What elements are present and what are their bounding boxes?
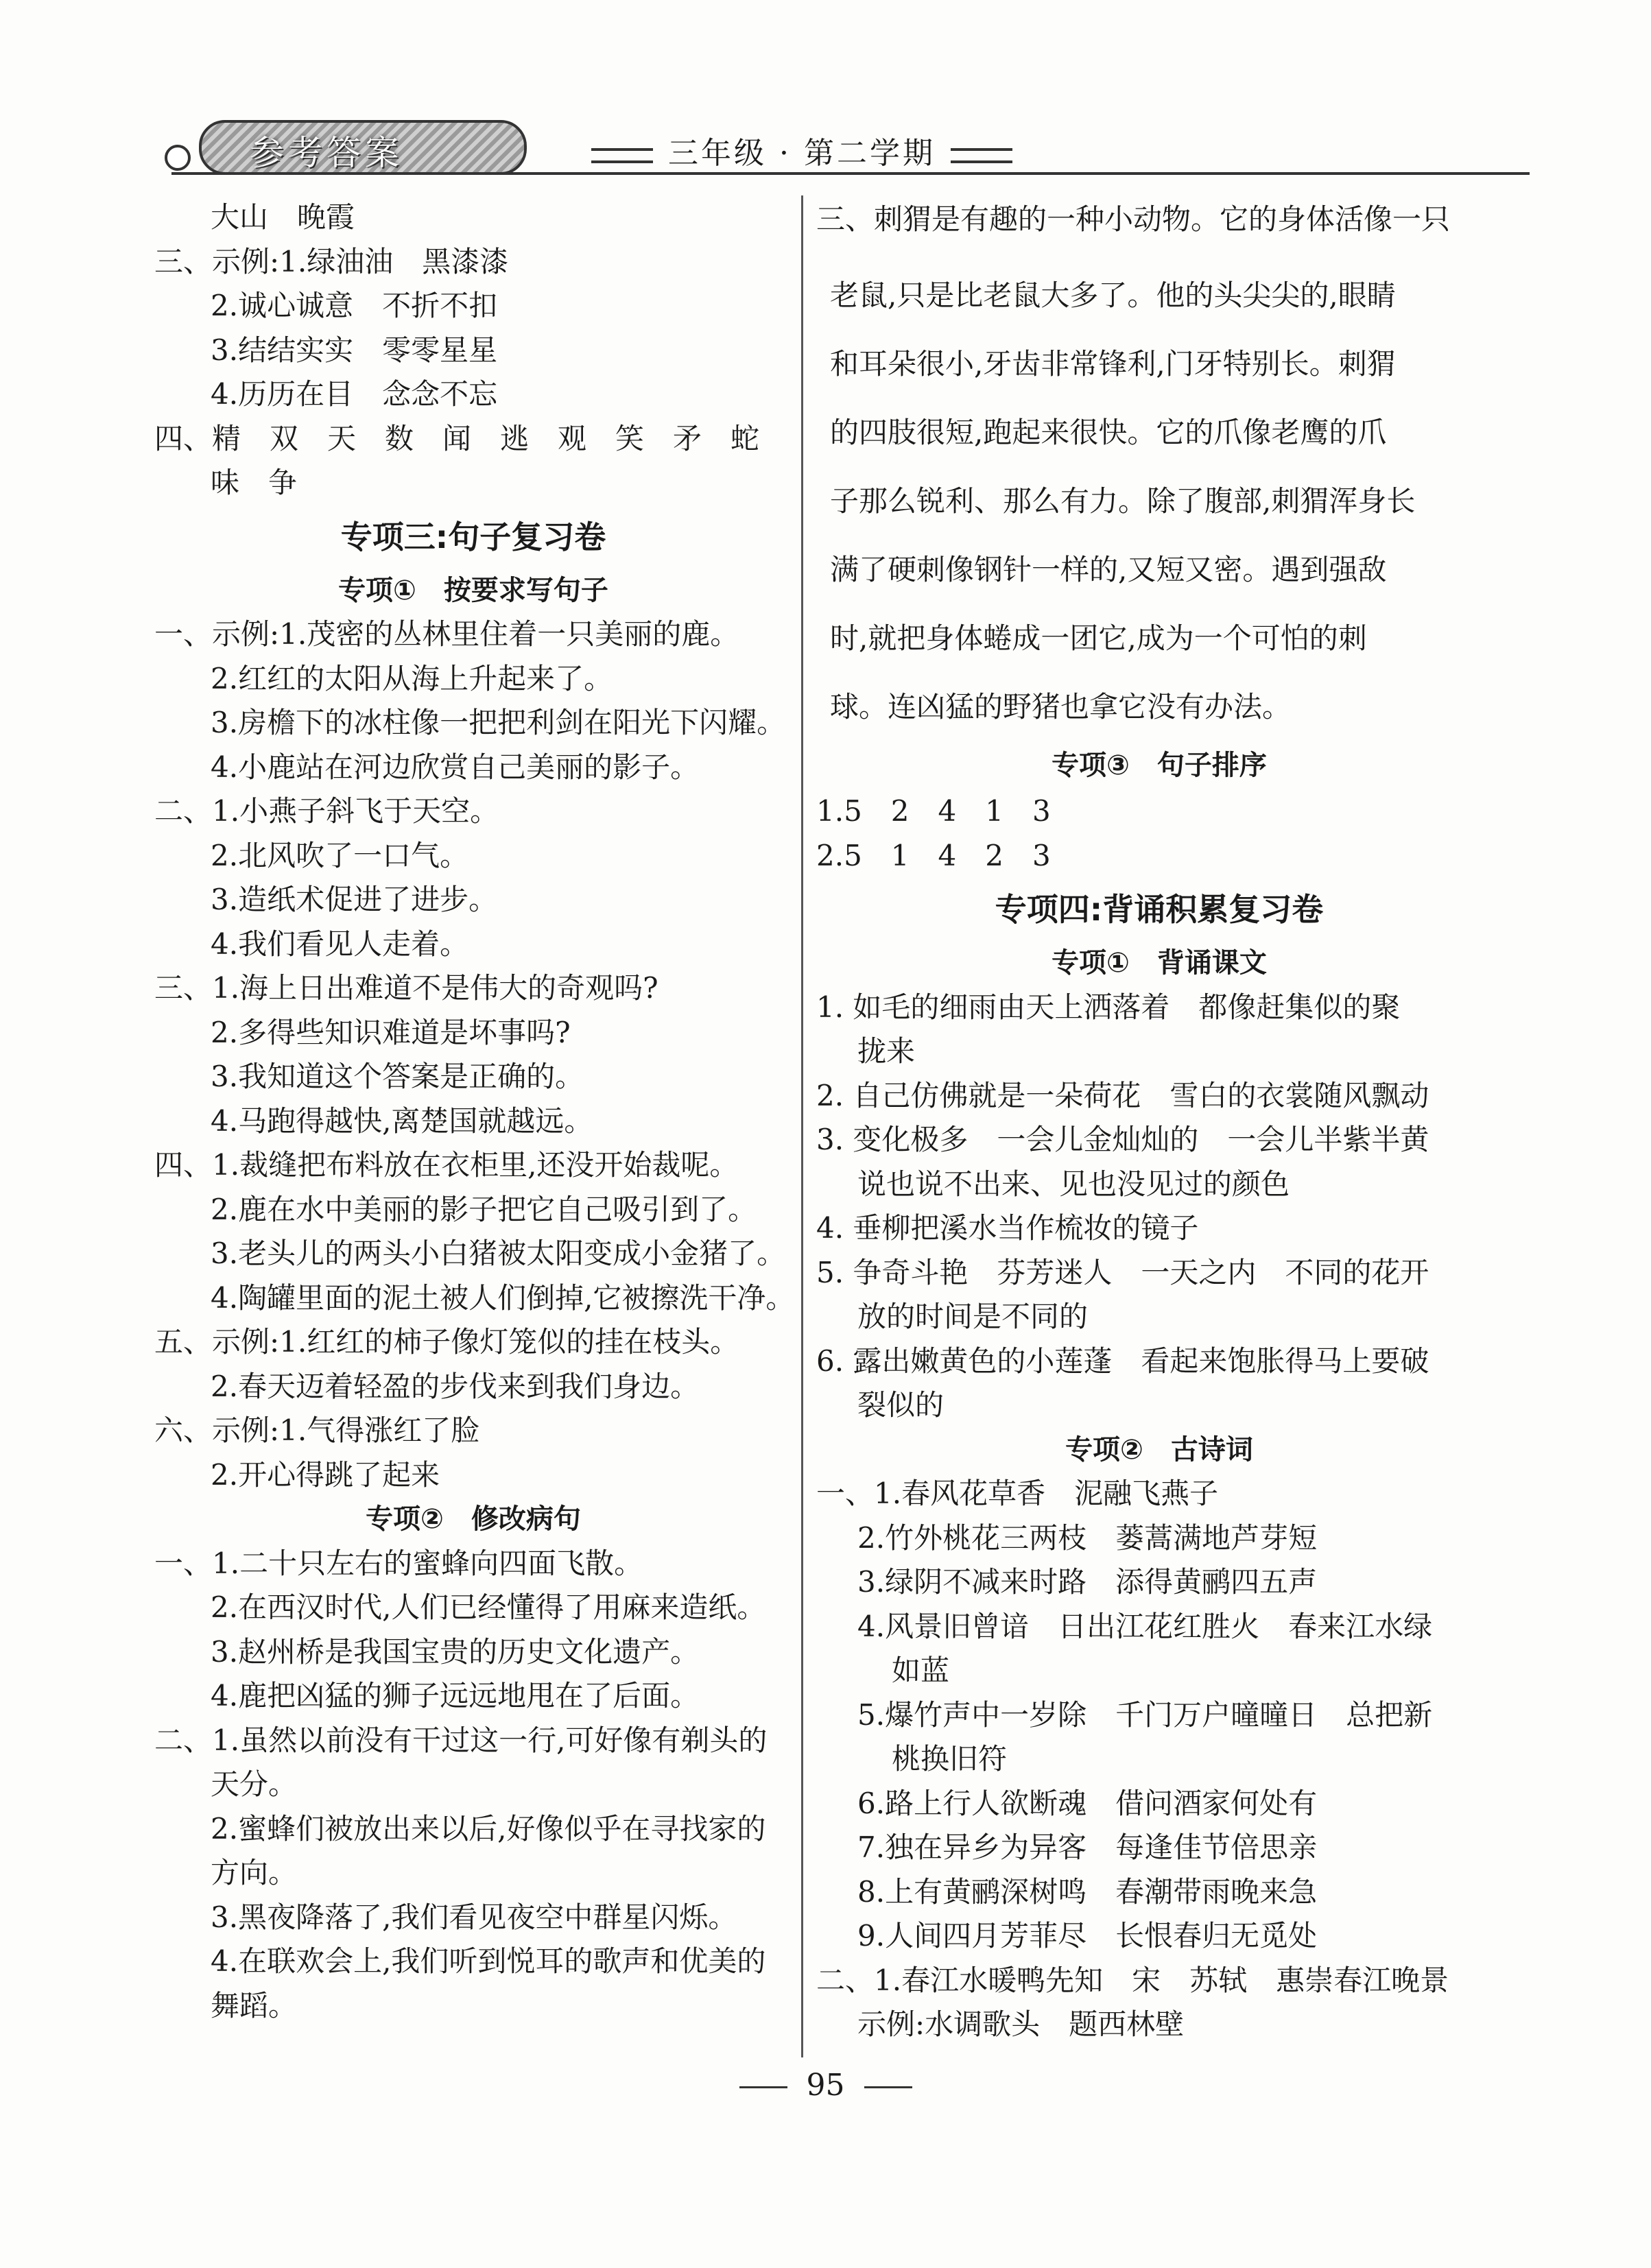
subsection-title: 专项③ 句子排序 (1052, 750, 1267, 781)
answer-line: 老鼠,只是比老鼠大多了。他的头尖尖的,眼睛 (830, 278, 1396, 312)
answer-line: 满了硬刺像钢针一样的,又短又密。遇到强敌 (830, 553, 1387, 586)
answer-line: 2.在西汉时代,人们已经懂得了用麻来造纸。 (211, 1590, 766, 1624)
answer-line: 的四肢很短,跑起来很快。它的爪像老鹰的爪 (830, 416, 1387, 449)
answer-line: 三、1.海上日出难道不是伟大的奇观吗? (154, 971, 658, 1005)
answer-line: 拢来 (857, 1034, 916, 1068)
answer-line: 2.竹外桃花三两枝 蒌蒿满地芦芽短 (857, 1520, 1318, 1555)
answer-line: 3.老头儿的两头小白猪被太阳变成小金猪了。 (211, 1237, 786, 1270)
answer-line: 球。连凶猛的野猪也拿它没有办法。 (830, 690, 1292, 724)
answer-line: 2.红红的太阳从海上升起来了。 (211, 661, 613, 695)
answer-line: 3.赵州桥是我国宝贵的历史文化遗产。 (211, 1634, 700, 1669)
answer-line: 方向。 (211, 1856, 298, 1889)
subsection-title: 专项② 古诗词 (1065, 1433, 1253, 1466)
answer-line: 2.开心得跳了起来 (211, 1457, 440, 1492)
answer-line: 味 争 (211, 466, 298, 499)
answer-line: 3.房檐下的冰柱像一把把利剑在阳光下闪耀。 (211, 706, 786, 739)
answer-line: 5.爆竹声中一岁除 千门万户曈曈日 总把新 (857, 1697, 1433, 1732)
answer-line: 4.历历在目 念念不忘 (211, 377, 498, 411)
answer-line: 4.我们看见人走着。 (211, 927, 469, 961)
section-title: 专项三:句子复习卷 (340, 518, 606, 556)
answer-line: 4.陶罐里面的泥土被人们倒掉,它被擦洗干净。 (211, 1280, 795, 1315)
answer-line: 天分。 (211, 1767, 298, 1801)
badge-label: 参考答案 (250, 133, 403, 173)
answer-line: 5. 争奇斗艳 芬芳迷人 一天之内 不同的花开 (816, 1255, 1429, 1289)
answer-line: 四、精 双 天 数 闻 逃 观 笑 矛 蛇 (154, 421, 760, 455)
answer-line: 6.路上行人欲断魂 借问酒家何处有 (857, 1786, 1318, 1820)
answer-line: 2.鹿在水中美丽的影子把它自己吸引到了。 (211, 1192, 757, 1226)
answer-line: 3.造纸术促进了进步。 (211, 883, 498, 916)
answer-line: 4. 垂柳把溪水当作梳妆的镜子 (816, 1211, 1199, 1245)
column-divider (801, 195, 803, 2057)
answer-line: 二、1.小燕子斜飞于天空。 (154, 794, 499, 828)
answer-line: 3.黑夜降落了,我们看见夜空中群星闪烁。 (211, 1900, 737, 1934)
answer-line: 桃换旧符 (892, 1742, 1008, 1776)
answer-line: 2. 自己仿佛就是一朵荷花 雪白的衣裳随风飘动 (816, 1078, 1429, 1112)
answer-line: 大山 晚霞 (211, 200, 355, 234)
answer-line: 4.风景旧曾谙 日出江花红胜火 春来江水绿 (857, 1609, 1433, 1643)
page-header (165, 120, 1530, 175)
answer-line: 6. 露出嫩黄色的小莲蓬 看起来饱胀得马上要破 (816, 1344, 1429, 1378)
answer-line: 示例:水调歌头 题西林壁 (857, 2007, 1185, 2041)
answer-line: 一、1.春风花草香 泥融飞燕子 (816, 1477, 1219, 1510)
section-title: 专项四:背诵积累复习卷 (995, 891, 1324, 928)
subsection-title: 专项② 修改病句 (366, 1503, 581, 1535)
answer-line: 二、1.虽然以前没有干过这一行,可好像有剃头的 (154, 1723, 768, 1757)
answer-line: 7.独在异乡为异客 每逢佳节倍思亲 (857, 1830, 1318, 1864)
subsection-title: 专项① 背诵课文 (1052, 947, 1267, 979)
right-column (816, 195, 1502, 2047)
answer-line: 9.人间四月芳菲尽 长恨春归无觅处 (857, 1919, 1318, 1953)
answer-line: 舞蹈。 (211, 1988, 298, 2022)
answer-line: 8.上有黄鹂深树鸣 春潮带雨晚来急 (857, 1874, 1318, 1909)
answer-line: 二、1.春江水暖鸭先知 宋 苏轼 惠崇春江晚景 (816, 1963, 1449, 1997)
answer-line: 3.结结实实 零零星星 (211, 333, 498, 367)
answer-line: 一、示例:1.茂密的丛林里住着一只美丽的鹿。 (154, 617, 739, 651)
answer-line: 四、1.裁缝把布料放在衣柜里,还没开始裁呢。 (154, 1148, 739, 1182)
answer-line: 4.马跑得越快,离楚国就越远。 (211, 1103, 593, 1138)
answer-line: 4.在联欢会上,我们听到悦耳的歌声和优美的 (211, 1944, 766, 1978)
grade-label: 三年级 · 第二学期 (576, 128, 1028, 172)
answer-line: 子那么锐利、那么有力。除了腹部,刺猬浑身长 (830, 484, 1416, 518)
answer-line: 和耳朵很小,牙齿非常锋利,门牙特别长。刺猬 (830, 347, 1396, 381)
answer-badge (199, 120, 527, 175)
answer-line: 2.5 1 4 2 3 (816, 838, 1051, 872)
answer-line: 4.鹿把凶猛的狮子远远地甩在了后面。 (211, 1679, 700, 1712)
answer-line: 3.绿阴不减来时路 添得黄鹂四五声 (857, 1565, 1318, 1599)
answer-line: 说也说不出来、见也没见过的颜色 (857, 1167, 1290, 1201)
answer-line: 3.我知道这个答案是正确的。 (211, 1060, 584, 1093)
answer-line: 三、示例:1.绿油油 黑漆漆 (154, 244, 509, 278)
left-column (154, 195, 795, 2028)
answer-line: 2.春天迈着轻盈的步伐来到我们身边。 (211, 1369, 700, 1403)
page-number: 95 (0, 2068, 1651, 2103)
badge-dot-icon (165, 145, 191, 171)
answer-line: 放的时间是不同的 (857, 1300, 1089, 1333)
answer-line: 如蓝 (892, 1654, 950, 1687)
answer-line: 六、示例:1.气得涨红了脸 (154, 1413, 480, 1447)
answer-line: 2.北风吹了一口气。 (211, 838, 469, 872)
answer-line: 3. 变化极多 一会儿金灿灿的 一会儿半紫半黄 (816, 1123, 1429, 1156)
answer-line: 裂似的 (857, 1388, 945, 1422)
subsection-title: 专项① 按要求写句子 (338, 574, 608, 606)
answer-line: 2.蜜蜂们被放出来以后,好像似乎在寻找家的 (211, 1811, 766, 1846)
answer-line: 三、刺猬是有趣的一种小动物。它的身体活像一只 (816, 202, 1451, 236)
answer-line: 1.5 2 4 1 3 (816, 794, 1051, 828)
answer-line: 2.诚心诚意 不折不扣 (211, 289, 498, 322)
answer-line: 五、示例:1.红红的柿子像灯笼似的挂在枝头。 (154, 1325, 739, 1359)
answer-line: 4.小鹿站在河边欣赏自己美丽的影子。 (211, 750, 700, 784)
answer-line: 2.多得些知识难道是坏事吗? (211, 1015, 571, 1049)
answer-line: 1. 如毛的细雨由天上洒落着 都像赶集似的聚 (816, 990, 1401, 1024)
answer-line: 一、1.二十只左右的蜜蜂向四面飞散。 (154, 1546, 643, 1580)
answer-line: 时,就把身体蜷成一团它,成为一个可怕的刺 (830, 621, 1367, 655)
